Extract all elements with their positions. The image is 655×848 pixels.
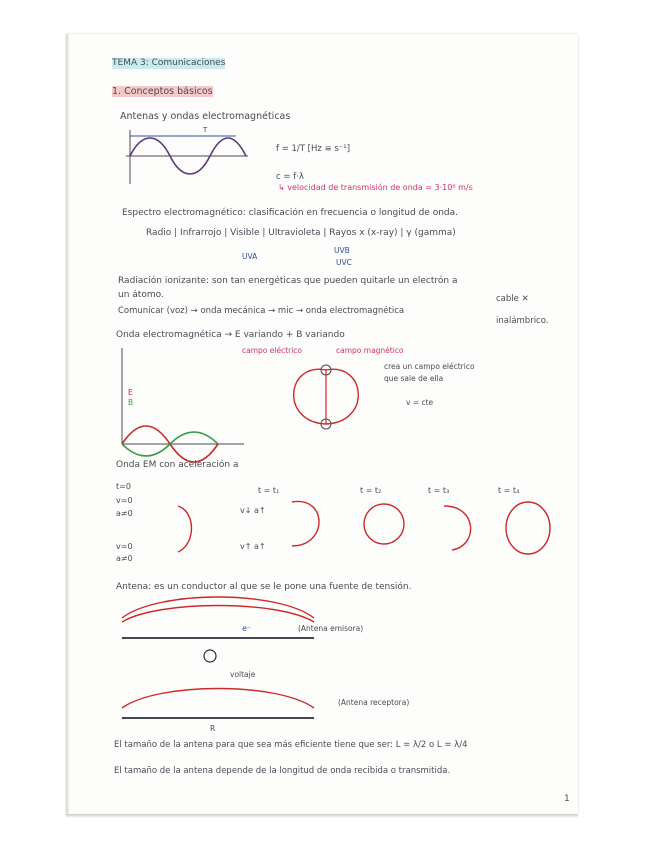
communication-chain: Comunicar (voz) → onda mecánica → mic → onda electromagnética [118,306,405,316]
spectrum-list: Radio | Infrarrojo | Visible | Ultravioleta | Rayos x (x-ray) | γ (gamma) [146,228,456,238]
uvb-label: UVB [334,246,350,255]
v-up-label: v↑ a↑ [240,542,266,551]
v0-label: v=0 [116,496,133,505]
b-vector-label: B [128,398,134,407]
uvc-label: UVC [336,258,352,267]
electron-label: e⁻ [242,624,252,633]
receiver-label: (Antena receptora) [338,698,410,707]
electric-field-label: campo eléctrico [242,346,303,355]
speed-formula: c = f·λ [276,172,304,182]
antenna-size-line-1: El tamaño de la antena para que sea más eficiente tiene que ser: L = λ/2 o L = λ/4 [114,740,468,750]
em-wave-formula: Onda electromagnética → E variando + B variando [116,330,345,340]
page-number: 1 [564,794,570,804]
e-vector-label: E [128,388,133,397]
notebook-page [66,34,578,814]
voltage-source [204,650,216,662]
a-nonzero-label: a≠0 [116,509,133,518]
from-it-note: que sale de ella [384,374,444,383]
t2-label: t = t₂ [360,486,382,495]
waves-heading: Antenas y ondas electromagnéticas [120,111,291,122]
wireless-option: inalámbrico. [496,316,549,326]
v0-label-b: v=0 [116,542,133,551]
constant-velocity: v = cte [406,398,434,407]
field-arc-top [122,597,314,618]
ionizing-line-2: un átomo. [118,290,164,300]
period-label: T [203,126,208,134]
acceleration-heading: Onda EM con aceleración a [116,460,239,470]
topic-title: TEMA 3: Comunicaciones [112,58,226,68]
t3-label: t = t₃ [428,486,450,495]
speed-note: ↳ velocidad de transmisión de onda = 3·10⁸ m/s [278,183,473,192]
a-nonzero-label-b: a≠0 [116,554,133,563]
section-title: 1. Conceptos básicos [112,86,213,97]
ionizing-line-1: Radiación ionizante: son tan energéticas que pueden quitarle un electrón a [118,276,458,286]
magnetic-field-label: campo magnético [336,346,404,355]
antenna-diagram [118,596,318,746]
loop-t1 [292,502,319,546]
antenna-size-line-2: El tamaño de la antena depende de la longitud de onda recibida o transmitida. [114,766,451,776]
t0-label: t=0 [116,482,131,491]
loop-t2 [364,504,404,544]
loop-t3 [444,506,471,550]
t4-label: t = t₄ [498,486,520,495]
voltage-label: voltaje [230,670,256,679]
creates-field-note: crea un campo eléctrico [384,362,475,371]
spectrum-definition: Espectro electromagnético: clasificación en frecuencia o longitud de onda. [122,208,458,218]
loop-t0 [178,506,192,552]
antenna-definition: Antena: es un conductor al que se le pone una fuente de tensión. [116,582,412,592]
field-arc-bottom [122,689,314,709]
emitter-label: (Antena emisora) [298,624,364,633]
uva-label: UVA [242,252,258,261]
field-arc-top-2 [122,606,314,623]
frequency-formula: f = 1/T [Hz ≡ s⁻¹] [276,144,351,154]
page-bottom-shadow [66,814,578,818]
v-down-label: v↓ a↑ [240,506,266,515]
resistor-label: R [210,724,216,733]
loop-t4 [506,502,550,554]
cable-option: cable ✕ [496,294,529,304]
t1-label: t = t₁ [258,486,280,495]
